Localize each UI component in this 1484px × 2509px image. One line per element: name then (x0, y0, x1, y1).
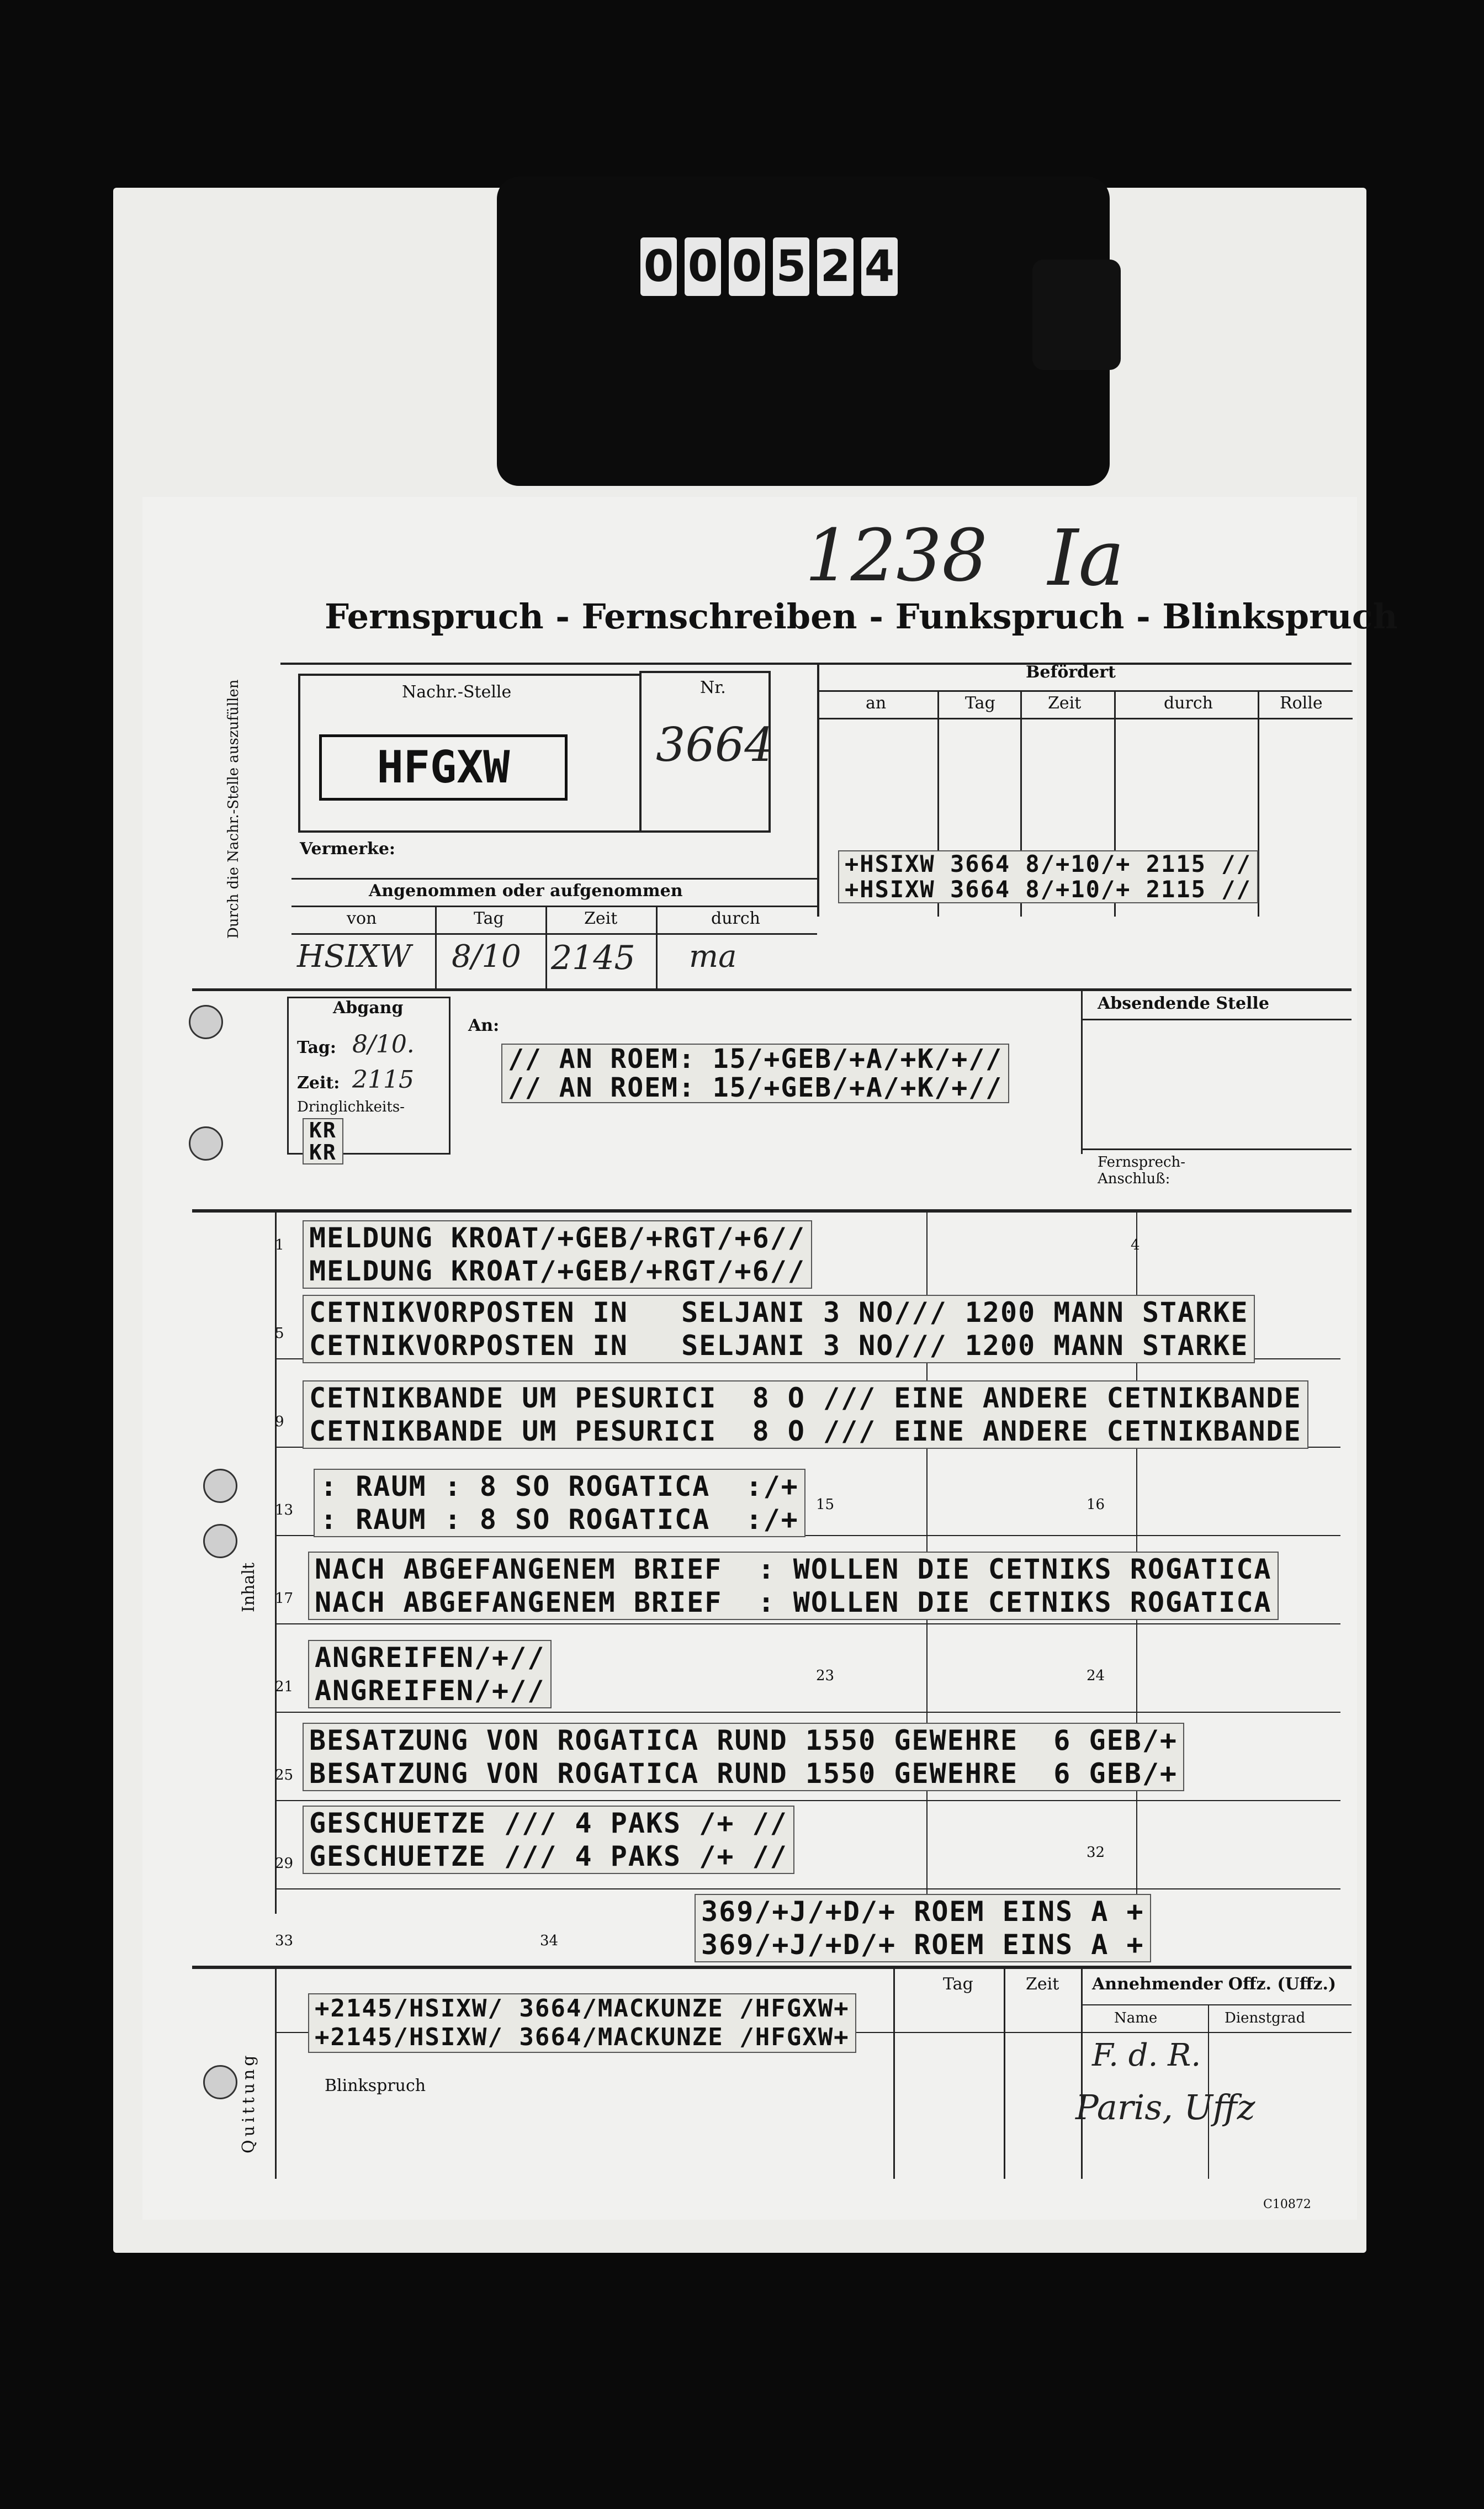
message-strip (303, 1723, 1184, 1791)
signature: Paris, Uffz (1075, 2087, 1255, 2127)
line-number: 21 (275, 1679, 294, 1695)
counter-knob (1032, 260, 1121, 370)
line-number: 34 (540, 1933, 559, 1949)
annehmender-label: Annehmender Offz. (Uffz.) (1092, 1975, 1337, 1994)
received-durch: ma (689, 939, 737, 975)
befoerdert-col-an: an (866, 694, 887, 713)
an-line: // AN ROEM: 15/+GEB/+A/+K/+// (508, 1044, 1003, 1074)
punch-hole (189, 1005, 223, 1039)
message-strip (303, 1380, 1308, 1449)
abgang-heading: Abgang (333, 998, 404, 1018)
befoerdert-col-tag: Tag (965, 694, 995, 713)
received-tag: 8/10 (452, 939, 521, 975)
punch-hole (189, 1126, 223, 1161)
handwritten-number: 1238 (805, 514, 988, 597)
received-col-tag: Tag (474, 909, 504, 928)
page-counter-device (497, 177, 1110, 486)
fdr-note: F. d. R. (1092, 2037, 1201, 2073)
form-code: C10872 (1263, 2198, 1311, 2211)
quittung-side-label: Quittung (239, 2052, 258, 2153)
message-line: CETNIKBANDE UM PESURICI 8 O /// EINE ANDERE CETNIKBANDE (309, 1415, 1302, 1447)
received-col-zeit: Zeit (584, 909, 618, 928)
strip-line: +HSIXW 3664 8/+10/+ 2115 // (845, 876, 1252, 903)
quittung-line: +2145/HSIXW/ 3664/MACKUNZE /HFGXW+ (315, 2023, 850, 2051)
punch-hole (203, 1524, 237, 1558)
abgang-tag-label: Tag: (297, 1038, 336, 1057)
quittung-tag-label: Tag (943, 1975, 973, 1994)
message-line: : RAUM : 8 SO ROGATICA :/+ (320, 1470, 799, 1502)
received-heading: Angenommen oder aufgenommen (369, 881, 683, 901)
message-line: 369/+J/+D/+ ROEM EINS A + (701, 1896, 1144, 1928)
received-von: HSIXW (297, 939, 411, 975)
kr-line: KR (309, 1118, 337, 1142)
message-line: MELDUNG KROAT/+GEB/+RGT/+6// (309, 1255, 805, 1287)
received-col-von: von (347, 909, 377, 928)
message-strip (303, 1295, 1255, 1363)
counter-digit: 5 (773, 237, 809, 296)
punch-hole (203, 2065, 237, 2099)
nachr-stelle-label: Nachr.-Stelle (402, 682, 512, 702)
counter-digit: 4 (861, 237, 898, 296)
counter-digit: 0 (640, 237, 677, 296)
line-number: 4 (1131, 1237, 1140, 1253)
an-line: // AN ROEM: 15/+GEB/+A/+K/+// (508, 1072, 1003, 1103)
absender-label: Absendende Stelle (1098, 994, 1269, 1013)
message-line: 369/+J/+D/+ ROEM EINS A + (701, 1929, 1144, 1961)
quittung-strip (308, 1993, 856, 2053)
line-number: 9 (275, 1414, 284, 1430)
message-strip (314, 1469, 805, 1537)
line-number: 24 (1086, 1668, 1105, 1684)
message-line: GESCHUETZE /// 4 PAKS /+ // (309, 1840, 788, 1872)
line-number: 1 (275, 1237, 284, 1253)
counter-digit: 0 (729, 237, 765, 296)
line-number: 29 (275, 1855, 294, 1872)
line-number: 32 (1086, 1844, 1105, 1861)
line-number: 17 (275, 1590, 294, 1607)
message-line: ANGREIFEN/+// (315, 1675, 545, 1707)
nr-label: Nr. (700, 678, 726, 697)
counter-digit: 2 (817, 237, 854, 296)
an-strip (501, 1044, 1009, 1103)
message-line: CETNIKVORPOSTEN IN SELJANI 3 NO/// 1200 MANN STARKE (309, 1330, 1249, 1362)
kr-line: KR (309, 1140, 337, 1164)
befoerdert-label: Befördert (1026, 663, 1116, 682)
abgang-zeit-value: 2115 (352, 1066, 414, 1094)
message-line: CETNIKBANDE UM PESURICI 8 O /// EINE ANDERE CETNIKBANDE (309, 1382, 1302, 1414)
message-strip (303, 1806, 794, 1874)
abgang-dringlichkeit-label: Dringlichkeits- (297, 1099, 405, 1115)
befoerdert-strip (838, 850, 1258, 903)
message-line: GESCHUETZE /// 4 PAKS /+ // (309, 1807, 788, 1839)
counter-digit: 0 (685, 237, 721, 296)
message-strip (695, 1894, 1151, 1962)
befoerdert-col-durch: durch (1164, 694, 1213, 713)
vermerke-label: Vermerke: (300, 839, 395, 859)
punch-hole (203, 1469, 237, 1503)
line-number: 16 (1086, 1496, 1105, 1513)
line-number: 25 (275, 1767, 294, 1783)
message-line: CETNIKVORPOSTEN IN SELJANI 3 NO/// 1200 MANN STARKE (309, 1296, 1249, 1328)
nr-value: 3664 (656, 718, 774, 772)
received-zeit: 2145 (551, 939, 635, 977)
dienstgrad-label: Dienstgrad (1225, 2010, 1306, 2026)
kr-strip (303, 1118, 343, 1164)
blinkspruch-label: Blinkspruch (325, 2076, 426, 2095)
strip-line: +HSIXW 3664 8/+10/+ 2115 // (845, 850, 1252, 877)
line-number: 33 (275, 1933, 294, 1949)
fernsprech-label: Fernsprech- Anschluß: (1098, 1154, 1186, 1187)
quittung-zeit-label: Zeit (1026, 1975, 1059, 1994)
message-line: MELDUNG KROAT/+GEB/+RGT/+6// (309, 1222, 805, 1254)
inhalt-side-label: Inhalt (239, 1562, 258, 1612)
station-stamp: HFGXW (319, 734, 568, 801)
line-number: 5 (275, 1325, 284, 1342)
abgang-tag-value: 8/10. (352, 1030, 415, 1058)
message-line: ANGREIFEN/+// (315, 1642, 545, 1674)
message-form (142, 497, 1398, 2220)
message-line: : RAUM : 8 SO ROGATICA :/+ (320, 1504, 799, 1536)
line-number: 23 (816, 1668, 835, 1684)
quittung-line: +2145/HSIXW/ 3664/MACKUNZE /HFGXW+ (315, 1994, 850, 2023)
message-line: NACH ABGEFANGENEM BRIEF : WOLLEN DIE CETNIKS ROGATICA (315, 1586, 1272, 1618)
an-label: An: (468, 1016, 500, 1035)
received-col-durch: durch (711, 909, 760, 928)
message-strip (308, 1552, 1279, 1620)
message-line: NACH ABGEFANGENEM BRIEF : WOLLEN DIE CETNIKS ROGATICA (315, 1553, 1272, 1585)
handwritten-department: Ia (1048, 514, 1125, 604)
name-label: Name (1114, 2010, 1158, 2026)
message-strip (308, 1640, 552, 1708)
befoerdert-col-rolle: Rolle (1280, 694, 1323, 713)
side-label-nachrstelle: Durch die Nachr.-Stelle auszufüllen (225, 679, 242, 939)
abgang-zeit-label: Zeit: (297, 1073, 340, 1093)
message-line: BESATZUNG VON ROGATICA RUND 1550 GEWEHRE 6 GEB/+ (309, 1724, 1178, 1756)
message-line: BESATZUNG VON ROGATICA RUND 1550 GEWEHRE 6 GEB/+ (309, 1758, 1178, 1790)
message-strip (303, 1220, 812, 1289)
form-title: Fernspruch - Fernschreiben - Funkspruch - Blinkspruch (325, 596, 1398, 637)
line-number: 13 (275, 1502, 294, 1518)
befoerdert-col-zeit: Zeit (1048, 694, 1082, 713)
line-number: 15 (816, 1496, 835, 1513)
